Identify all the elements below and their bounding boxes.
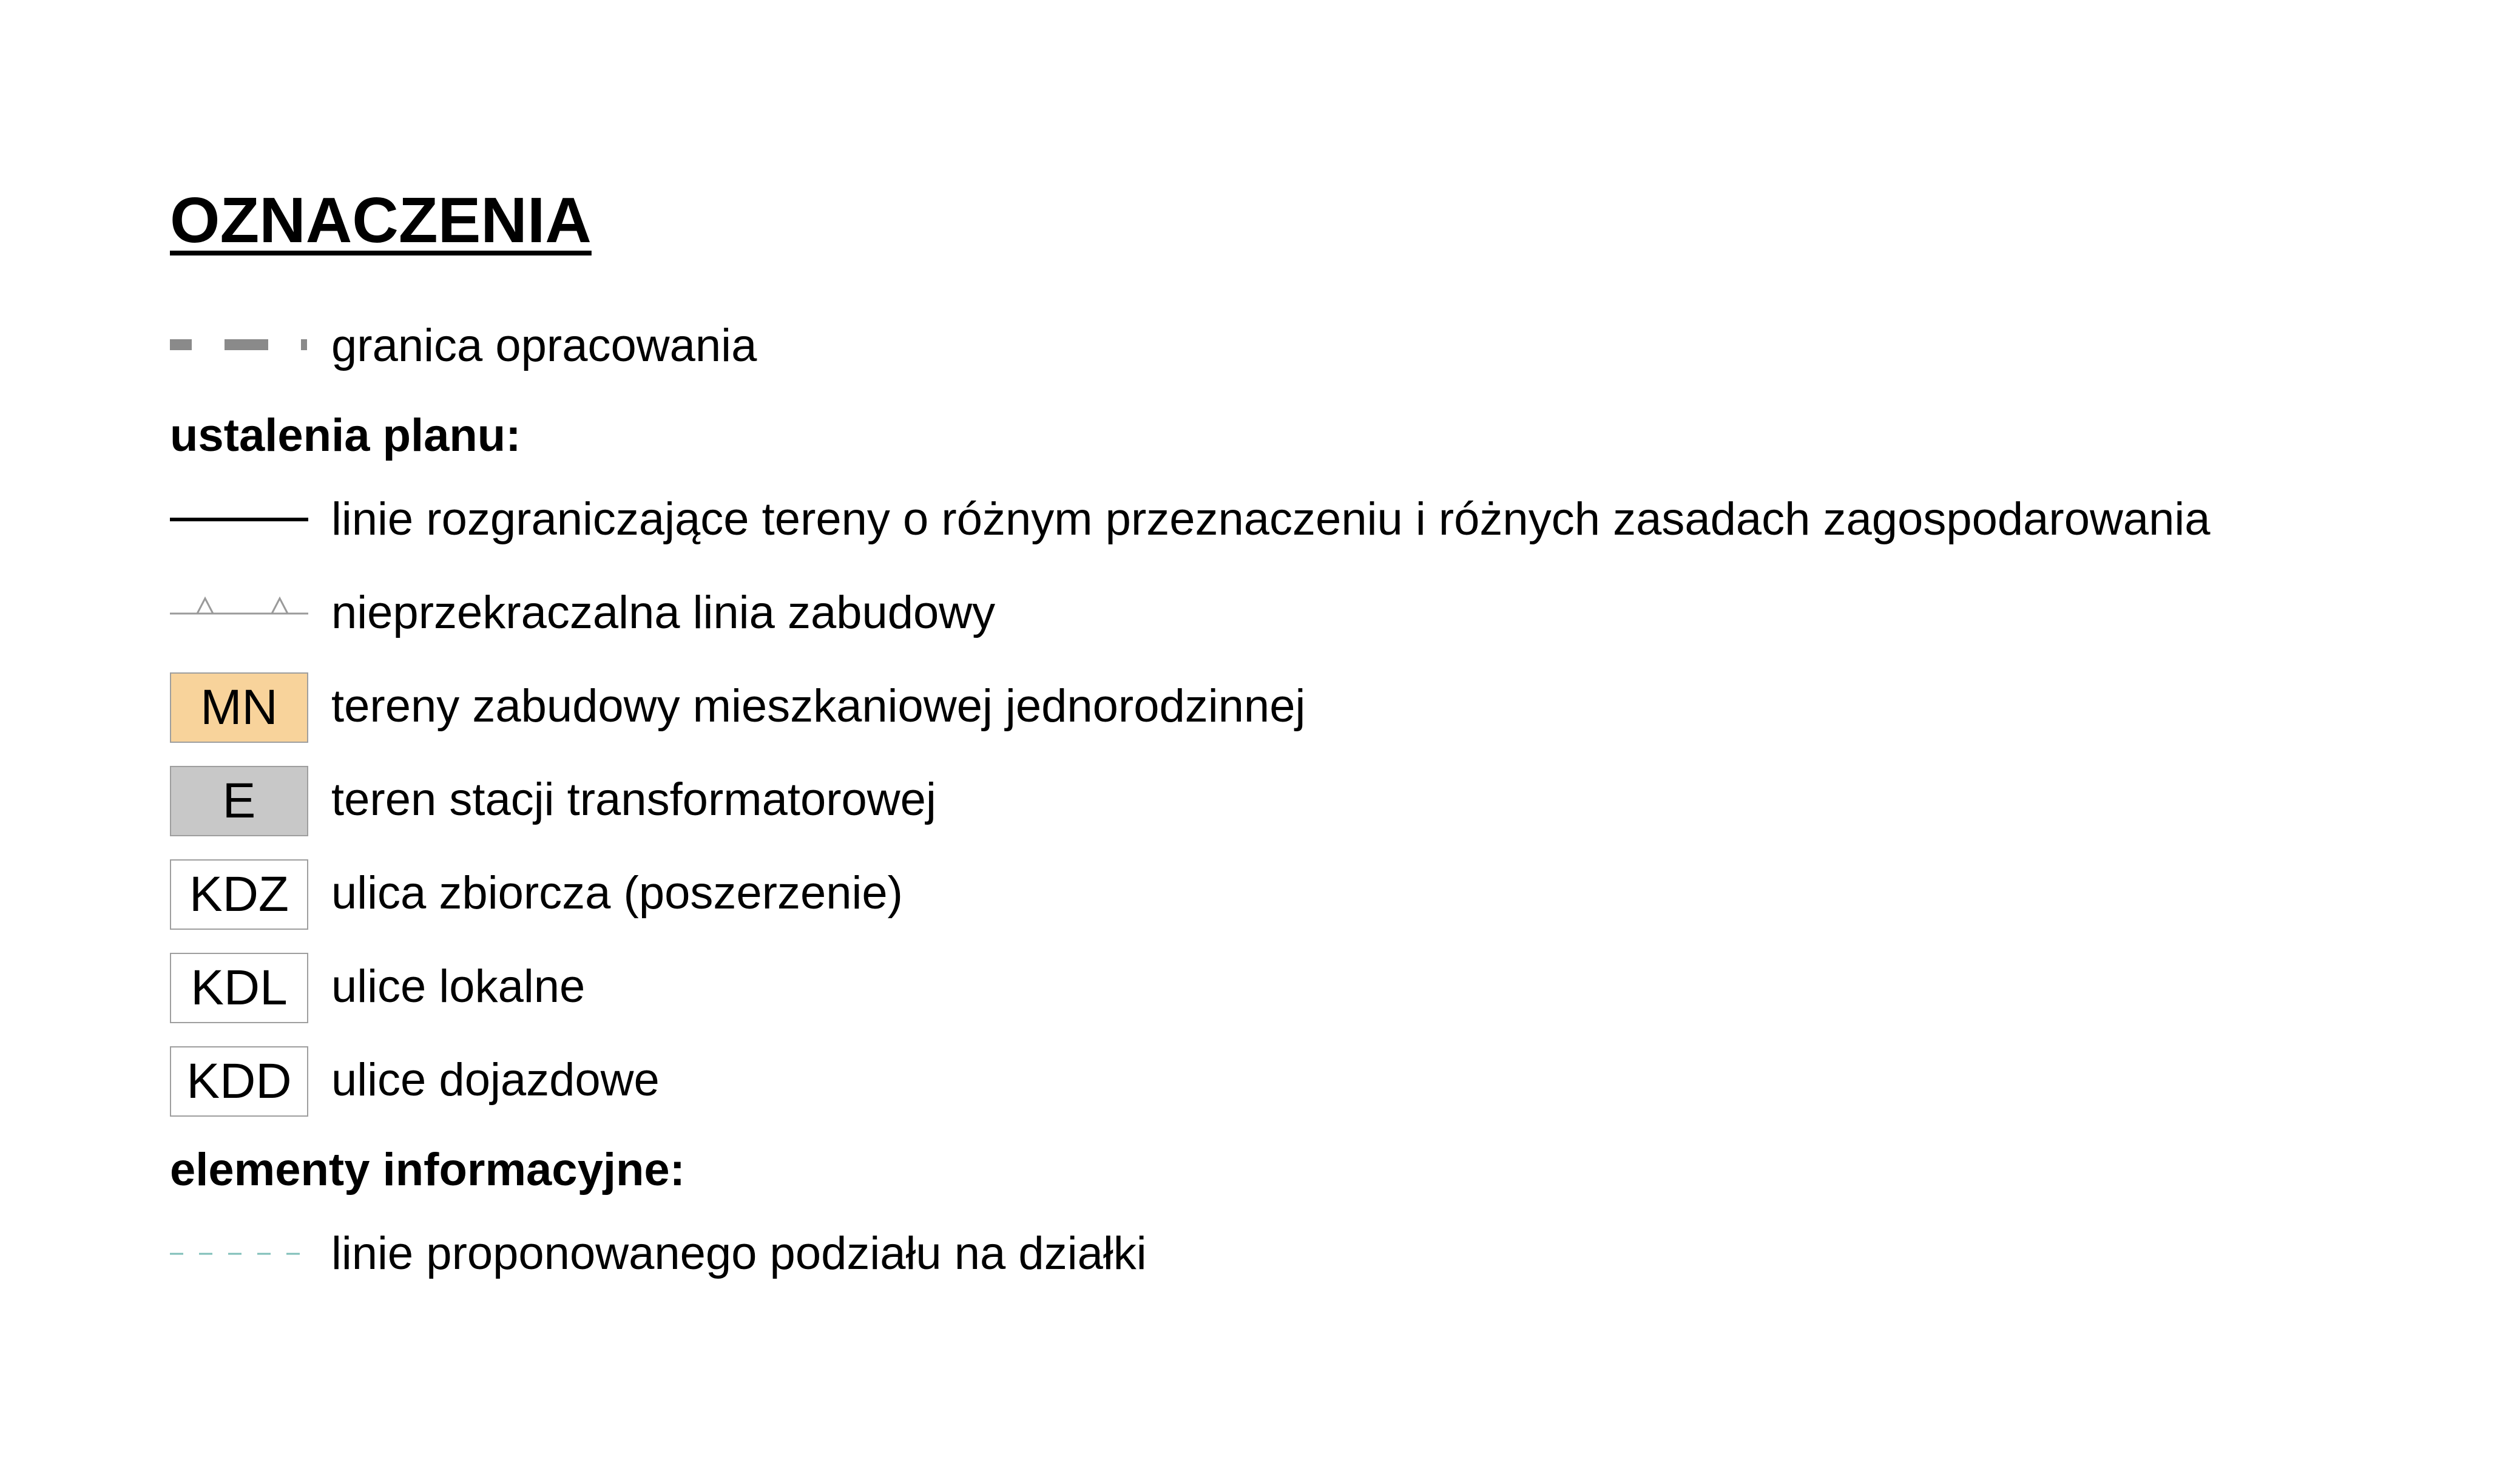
building-line-triangles-icon bbox=[170, 577, 308, 649]
legend-item-kdl bbox=[0, 950, 2520, 1023]
legend-item-demarcation-line bbox=[0, 483, 2520, 556]
plan-section-heading: ustalenia planu: bbox=[170, 410, 521, 461]
zone-code-box-e: E bbox=[170, 766, 308, 836]
legend-label: nieprzekraczalna linia zabudowy bbox=[331, 587, 996, 638]
zone-code-box-kdz: KDZ bbox=[170, 859, 308, 930]
legend-item-e bbox=[0, 763, 2520, 836]
legend-label: ulica zbiorcza (poszerzenie) bbox=[331, 867, 903, 919]
legend-item-mn bbox=[0, 670, 2520, 743]
legend-label: ulice lokalne bbox=[331, 961, 586, 1012]
zone-code-box-mn: MN bbox=[170, 672, 308, 743]
legend-item-boundary bbox=[0, 310, 2520, 382]
zone-code-box-kdd: KDD bbox=[170, 1046, 308, 1117]
legend-label: tereny zabudowy mieszkaniowej jednorodzinnej bbox=[331, 680, 1306, 732]
legend-title: OZNACZENIA bbox=[170, 184, 592, 256]
legend-label: linie proponowanego podziału na działki bbox=[331, 1228, 1147, 1279]
solid-line-icon bbox=[170, 483, 308, 556]
dashed-boundary-line-icon bbox=[170, 310, 308, 382]
legend-item-building-line bbox=[0, 577, 2520, 649]
legend-item-kdz bbox=[0, 857, 2520, 930]
legend-item-parcel-division bbox=[0, 1217, 2520, 1290]
legend-label: ulice dojazdowe bbox=[331, 1054, 660, 1106]
dashed-division-line-icon bbox=[170, 1217, 308, 1290]
info-section-heading: elementy informacyjne: bbox=[170, 1144, 685, 1196]
zone-code-box-kdl: KDL bbox=[170, 953, 308, 1023]
legend-label: granica opracowania bbox=[331, 320, 757, 371]
legend-label: linie rozgraniczające tereny o różnym przeznaczeniu i różnych zasadach zagospodarowania bbox=[331, 493, 2211, 545]
legend-item-kdd bbox=[0, 1044, 2520, 1117]
legend-label: teren stacji transformatorowej bbox=[331, 774, 936, 825]
